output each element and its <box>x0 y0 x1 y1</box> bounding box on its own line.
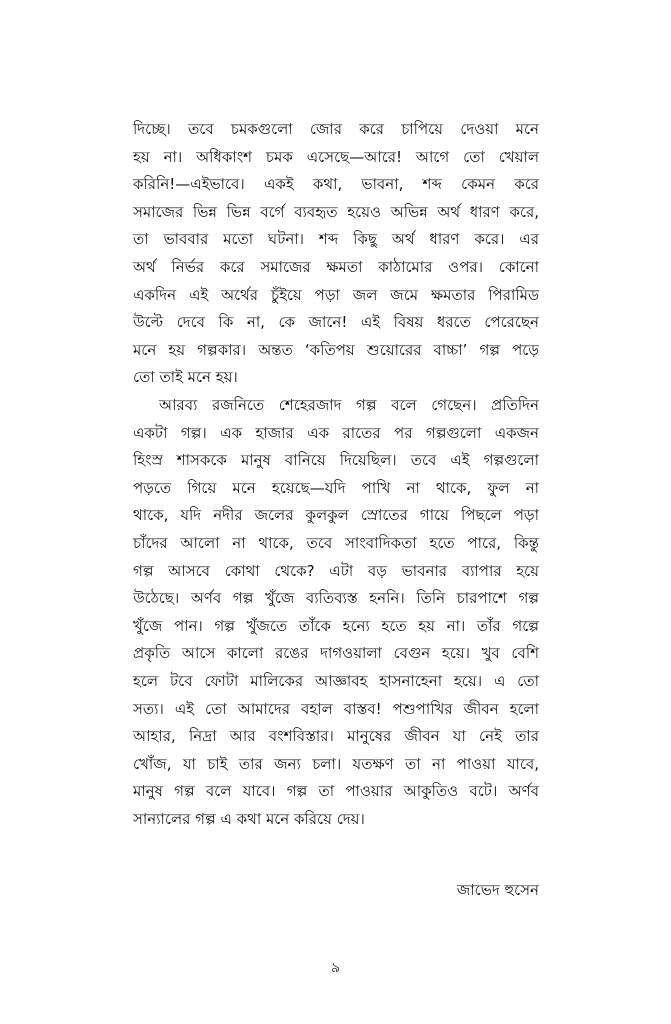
paragraph-line: খুঁজে পান। গল্প খুঁজতে তাঁকে হন্যে হতে হয় না। তাঁর গল্পে <box>133 616 539 635</box>
paragraph-line: হলে টবে ফোটা মালিকের আজ্ঞাবহ হাসনাহেনা হয়ে। এ তো <box>133 671 539 690</box>
paragraph-line: মনে হয় গল্পকার। অন্তত ‘কতিপয় শুয়োরের বাচ্চা’ গল্প পড়ে <box>133 340 539 359</box>
paragraph-line: হিংস্র শাসককে মানুষ বানিয়ে দিয়েছিল। তবে এই গল্পগুলো <box>133 451 539 470</box>
paragraph-line: সান্যালের গল্প এ কথা মনে করিয়ে দেয়। <box>133 809 365 828</box>
paragraph-line: করিনি!—এইভাবে। একই কথা, ভাবনা, শব্দ কেমন করে <box>133 175 539 194</box>
paragraph-line: মানুষ গল্প বলে যাবে। গল্প তা পাওয়ার আকুতিও বটে। অর্ণব <box>133 782 539 801</box>
paragraph-line: দিচ্ছে। তবে চমকগুলো জোর করে চাপিয়ে দেওয়া মনে <box>133 120 539 138</box>
paragraph-line: তা ভাববার মতো ঘটনা। শব্দ কিছু অর্থ ধারণ করে। এর <box>133 230 539 249</box>
paragraph-1 <box>133 116 539 392</box>
paragraph-line: অর্থ নির্ভর করে সমাজের ক্ষমতা কাঠামোর ওপর। কোনো <box>133 257 539 276</box>
paragraph-line: উঠেছে। অর্ণব গল্প খুঁজে ব্যতিব্যস্ত হননি। তিনি চারপাশে গল্প <box>133 589 539 608</box>
paragraph-line: তো তাই মনে হয়। <box>133 368 238 387</box>
paragraph-line: খোঁজ, যা চাই তার জন্য চলা। যতক্ষণ তা না পাওয়া যাবে, <box>133 754 539 773</box>
paragraph-line: হয় না। অধিকাংশ চমক এসেছে—আরে! আগে তো খেয়াল <box>133 147 539 166</box>
paragraph-line: আহার, নিদ্রা আর বংশবিস্তার। মানুষের জীবন যা নেই তার <box>133 727 539 746</box>
paragraph-line: পড়তে গিয়ে মনে হয়েছে—যদি পাখি না থাকে, ফুল না <box>133 478 539 497</box>
paragraph-line: আরব্য রজনিতে শেহেরজাদ গল্প বলে গেছেন। প্রতিদিন <box>159 396 539 414</box>
paragraph-line: গল্প আসবে কোথা থেকে? এটা বড় ভাবনার ব্যাপার হয়ে <box>133 561 539 580</box>
paragraph-line: থাকে, যদি নদীর জলের কুলকুল স্রোতের গায়ে পিছলে পড়া <box>133 506 539 525</box>
paragraph-line: একদিন এই অর্থের চুঁইয়ে পড়া জল জমে ক্ষমতার পিরামিড <box>133 285 539 304</box>
paragraph-line: প্রকৃতি আসে কালো রঙের দাগওয়ালা বেগুন হয়ে। খুব বেশি <box>133 644 539 663</box>
paragraph-2 <box>133 392 539 834</box>
paragraph-line: সমাজের ভিন্ন ভিন্ন বর্গে ব্যবহৃত হয়েও অভিন্ন অর্থ ধারণ করে, <box>133 202 539 221</box>
page-number: ৯ <box>330 960 341 976</box>
paragraph-line: চাঁদের আলো না থাকে, তবে সাংবাদিকতা হতে পারে, কিন্তু <box>133 533 539 552</box>
paragraph-line: একটা গল্প। এক হাজার এক রাতের পর গল্পগুলো একজন <box>133 423 539 442</box>
paragraph-line: উল্টে দেবে কি না, কে জানে! এই বিষয় ধরতে পেরেছেন <box>133 313 539 332</box>
paragraph-line: সত্য। এই তো আমাদের বহাল বাস্তব! পশুপাখির জীবন হলো <box>133 699 539 718</box>
author-signature: জাভেদ হুসেন <box>456 881 539 899</box>
